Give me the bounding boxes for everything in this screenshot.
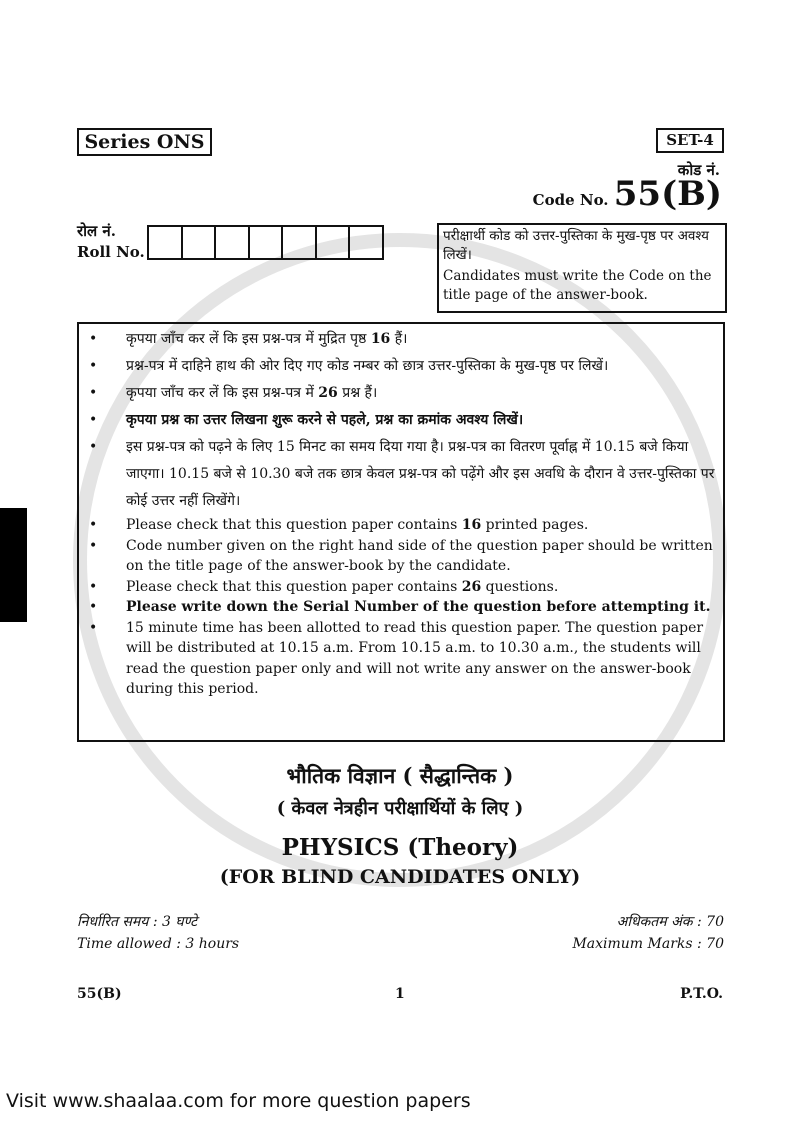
roll-cell <box>216 227 250 258</box>
instruction-item <box>81 434 721 515</box>
instruction-item <box>81 326 721 353</box>
roll-cell <box>250 227 284 258</box>
instruction-item <box>81 618 721 700</box>
max-marks: Maximum Marks : 70 <box>572 936 724 952</box>
max-marks-hindi: अधिकतम अंक : 70 <box>616 914 724 930</box>
instruction-item <box>81 577 721 598</box>
instruction-text: Code number given on the right hand side of the question paper should be written on the title page of the answer-book by the candidate. <box>126 537 713 574</box>
visit-banner: Visit www.shaalaa.com for more question papers <box>6 1090 471 1112</box>
instruction-item <box>81 515 721 536</box>
instruction-item <box>81 407 721 434</box>
time-allowed-hindi: निर्धारित समय : 3 घण्टे <box>77 914 198 930</box>
subject-title: PHYSICS (Theory) <box>281 834 519 861</box>
instruction-text: 26 <box>461 578 482 595</box>
note-hindi: परीक्षार्थी कोड को उत्तर-पुस्तिका के मुख-पृष्ठ पर अवश्य लिखें। <box>443 228 710 263</box>
subject-subtitle: (FOR BLIND CANDIDATES ONLY) <box>219 866 581 888</box>
roll-cell <box>350 227 382 258</box>
instruction-text: Please write down the Serial Number of the question before attempting it. <box>126 599 711 615</box>
instruction-text: printed pages. <box>481 517 589 533</box>
instruction-text: Please check that this question paper contains <box>126 517 462 533</box>
instruction-text: इस प्रश्न-पत्र को पढ़ने के लिए 15 मिनट का समय दिया गया है। प्रश्न-पत्र का वितरण पूर्वाह्न में 10.15 बजे किया जाएगा। 10.15 बजे से 10.30 बजे तक छात्र केवल प्रश्न-पत्र को पढ़ेंगे और इस अवधि के दौरान वे उत्तर-पुस्तिका पर कोई उत्तर नहीं लिखेंगे। <box>126 439 715 509</box>
code-label: Code No. <box>532 191 609 209</box>
instruction-text: 26 <box>318 385 338 401</box>
code-instruction-note <box>437 223 727 313</box>
instruction-text: कृपया जाँच कर लें कि इस प्रश्न-पत्र में मुद्रित पृष्ठ <box>126 331 371 347</box>
roll-cell <box>183 227 217 258</box>
code-label-hindi: कोड नं. <box>677 161 720 179</box>
instruction-text: कृपया जाँच कर लें कि इस प्रश्न-पत्र में <box>126 385 319 401</box>
footer-code: 55(B) <box>77 986 122 1002</box>
page-number: 1 <box>395 986 405 1002</box>
instruction-item <box>81 536 721 577</box>
roll-cell <box>149 227 183 258</box>
roll-cell <box>317 227 351 258</box>
instruction-text: 16 <box>461 517 482 533</box>
subject-subtitle-hindi: ( केवल नेत्रहीन परीक्षार्थियों के लिए ) <box>276 798 524 819</box>
code-number <box>533 174 722 214</box>
pto-label: P.T.O. <box>680 986 723 1002</box>
set-label: SET-4 <box>656 128 724 153</box>
instruction-text: प्रश्न-पत्र में दाहिने हाथ की ओर दिए गए कोड नम्बर को छात्र उत्तर-पुस्तिका के मुख-पृष्ठ पर लिखें। <box>126 358 609 374</box>
roll-cell <box>283 227 317 258</box>
instruction-text: 16 <box>370 331 391 347</box>
instruction-item <box>81 353 721 380</box>
series-label: Series ONS <box>77 128 212 156</box>
time-allowed: Time allowed : 3 hours <box>77 936 240 952</box>
note-english: Candidates must write the Code on the title page of the answer-book. <box>443 268 712 303</box>
code-value: 55(B) <box>613 174 722 214</box>
roll-label: Roll No. <box>77 243 145 261</box>
instruction-text: 15 minute time has been allotted to read this question paper. The question paper will be distributed at 10.15 a.m. From 10.15 a.m. to 10.30 a.m., the students will read the question paper only and will not write any answer on the answer-book during this period. <box>126 619 704 697</box>
instruction-text: हैं। <box>390 331 408 347</box>
instruction-item <box>81 597 721 618</box>
instruction-text: Please check that this question paper contains <box>126 578 462 595</box>
instruction-text: कृपया प्रश्न का उत्तर लिखना शुरू करने से पहले, प्रश्न का क्रमांक अवश्य लिखें। <box>126 412 524 428</box>
side-tab-marker <box>0 508 27 622</box>
subject-title-hindi: भौतिक विज्ञान ( सैद्धान्तिक ) <box>286 763 514 788</box>
instruction-text: questions. <box>481 578 559 595</box>
roll-label-hindi: रोल नं. <box>77 222 116 240</box>
instruction-text: प्रश्न हैं। <box>337 385 378 401</box>
instructions-box <box>77 322 725 742</box>
instruction-item <box>81 380 721 407</box>
roll-number-boxes <box>147 225 384 260</box>
